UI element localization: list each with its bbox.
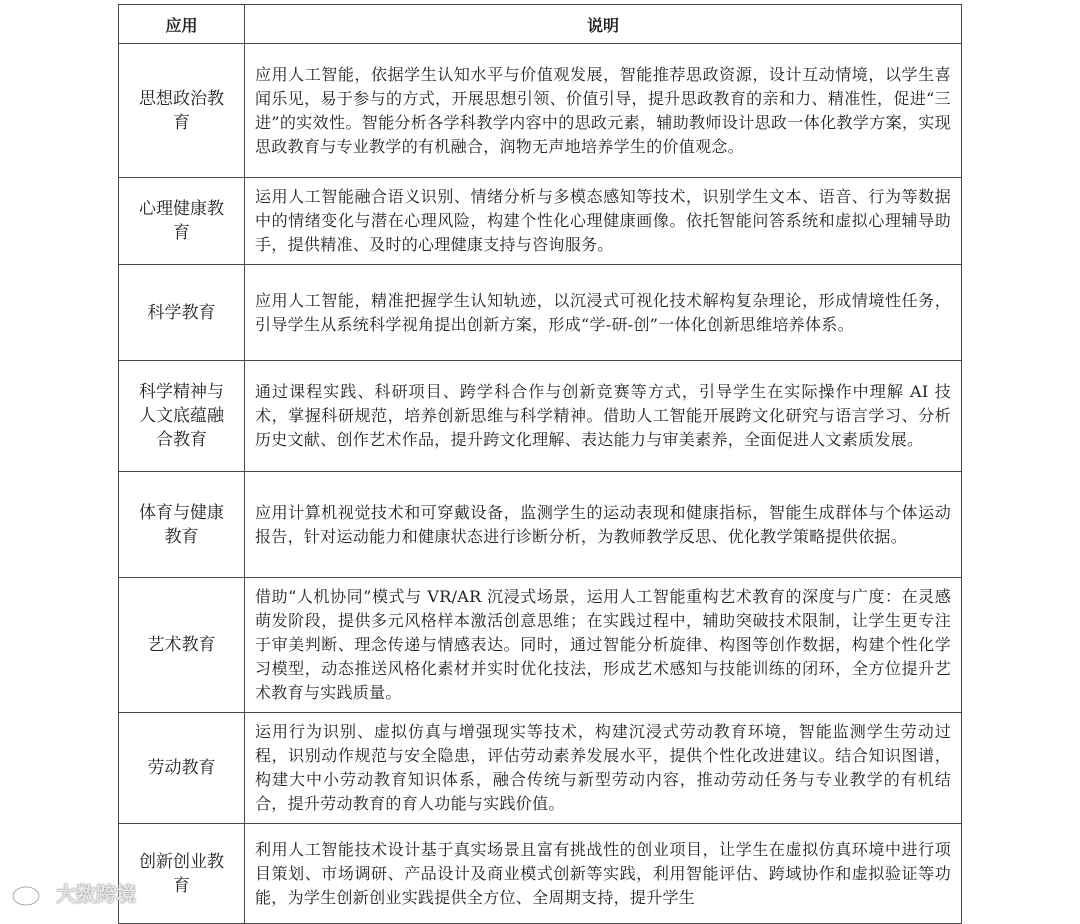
desc-cell: 应用人工智能，精准把握学生认知轨迹，以沉浸式可视化技术解构复杂理论，形成情境性任务，引导学生从系统科学视角提出创新方案，形成“学-研-创”一体化创新思维培养体系。 bbox=[245, 265, 962, 361]
app-cell: 思想政治教育 bbox=[119, 44, 245, 178]
table-row bbox=[119, 578, 962, 713]
table-row bbox=[119, 824, 962, 924]
app-cell: 体育与健康教育 bbox=[119, 472, 245, 578]
weibo-like-logo-icon bbox=[10, 879, 50, 907]
table-row bbox=[119, 178, 962, 265]
table-row bbox=[119, 265, 962, 361]
app-cell: 心理健康教育 bbox=[119, 178, 245, 265]
watermark bbox=[10, 878, 136, 907]
app-cell: 科学精神与人文底蕴融合教育 bbox=[119, 361, 245, 472]
desc-cell: 应用计算机视觉技术和可穿戴设备，监测学生的运动表现和健康指标，智能生成群体与个体运动报告，针对运动能力和健康状态进行诊断分析，为教师教学反思、优化教学策略提供依据。 bbox=[245, 472, 962, 578]
desc-cell: 运用人工智能融合语义识别、情绪分析与多模态感知等技术，识别学生文本、语音、行为等数据中的情绪变化与潜在心理风险，构建个性化心理健康画像。依托智能问答系统和虚拟心理辅导助手，提供精准、及时的心理健康支持与咨询服务。 bbox=[245, 178, 962, 265]
table-row bbox=[119, 44, 962, 178]
table-row bbox=[119, 472, 962, 578]
header-desc: 说明 bbox=[245, 5, 962, 44]
app-cell: 劳动教育 bbox=[119, 713, 245, 824]
desc-cell: 运用行为识别、虚拟仿真与增强现实等技术，构建沉浸式劳动教育环境，智能监测学生劳动过程，识别动作规范与安全隐患，评估劳动素养发展水平，提供个性化改进建议。结合知识图谱，构建大中小劳动教育知识体系，融合传统与新型劳动内容，推动劳动任务与专业教学的有机结合，提升劳动教育的育人功能与实践价值。 bbox=[245, 713, 962, 824]
watermark-text: 大数跨境 bbox=[56, 882, 136, 906]
desc-cell: 应用人工智能，依据学生认知水平与价值观发展，智能推荐思政资源，设计互动情境，以学生喜闻乐见，易于参与的方式，开展思想引领、价值引导，提升思政教育的亲和力、精准性，促进“三进”的实效性。智能分析各学科教学内容中的思政元素，辅助教师设计思政一体化教学方案，实现思政教育与专业教学的有机融合，润物无声地培养学生的价值观念。 bbox=[245, 44, 962, 178]
table-row bbox=[119, 713, 962, 824]
table-header-row bbox=[119, 5, 962, 44]
desc-cell: 通过课程实践、科研项目、跨学科合作与创新竞赛等方式，引导学生在实际操作中理解 AI 技术，掌握科研规范，培养创新思维与科学精神。借助人工智能开展跨文化研究与语言学习、分析历史文献、创作艺术作品，提升跨文化理解、表达能力与审美素养，全面促进人文素质发展。 bbox=[245, 361, 962, 472]
header-app: 应用 bbox=[119, 5, 245, 44]
applications-table bbox=[118, 4, 962, 924]
desc-cell: 借助“人机协同”模式与 VR/AR 沉浸式场景，运用人工智能重构艺术教育的深度与广度：在灵感萌发阶段，提供多元风格样本激活创意思维；在实践过程中，辅助突破技术限制，让学生更专注于审美判断、理念传递与情感表达。同时，通过智能分析旋律、构图等创作数据，构建个性化学习模型，动态推送风格化素材并实时优化技法，形成艺术感知与技能训练的闭环，全方位提升艺术教育与实践质量。 bbox=[245, 578, 962, 713]
app-cell: 艺术教育 bbox=[119, 578, 245, 713]
app-cell: 创新创业教育 bbox=[119, 824, 245, 924]
table-row bbox=[119, 361, 962, 472]
desc-cell: 利用人工智能技术设计基于真实场景且富有挑战性的创业项目，让学生在虚拟仿真环境中进行项目策划、市场调研、产品设计及商业模式创新等实践，利用智能评估、跨域协作和虚拟验证等功能，为学生创新创业实践提供全方位、全周期支持，提升学生 bbox=[245, 824, 962, 924]
app-cell: 科学教育 bbox=[119, 265, 245, 361]
